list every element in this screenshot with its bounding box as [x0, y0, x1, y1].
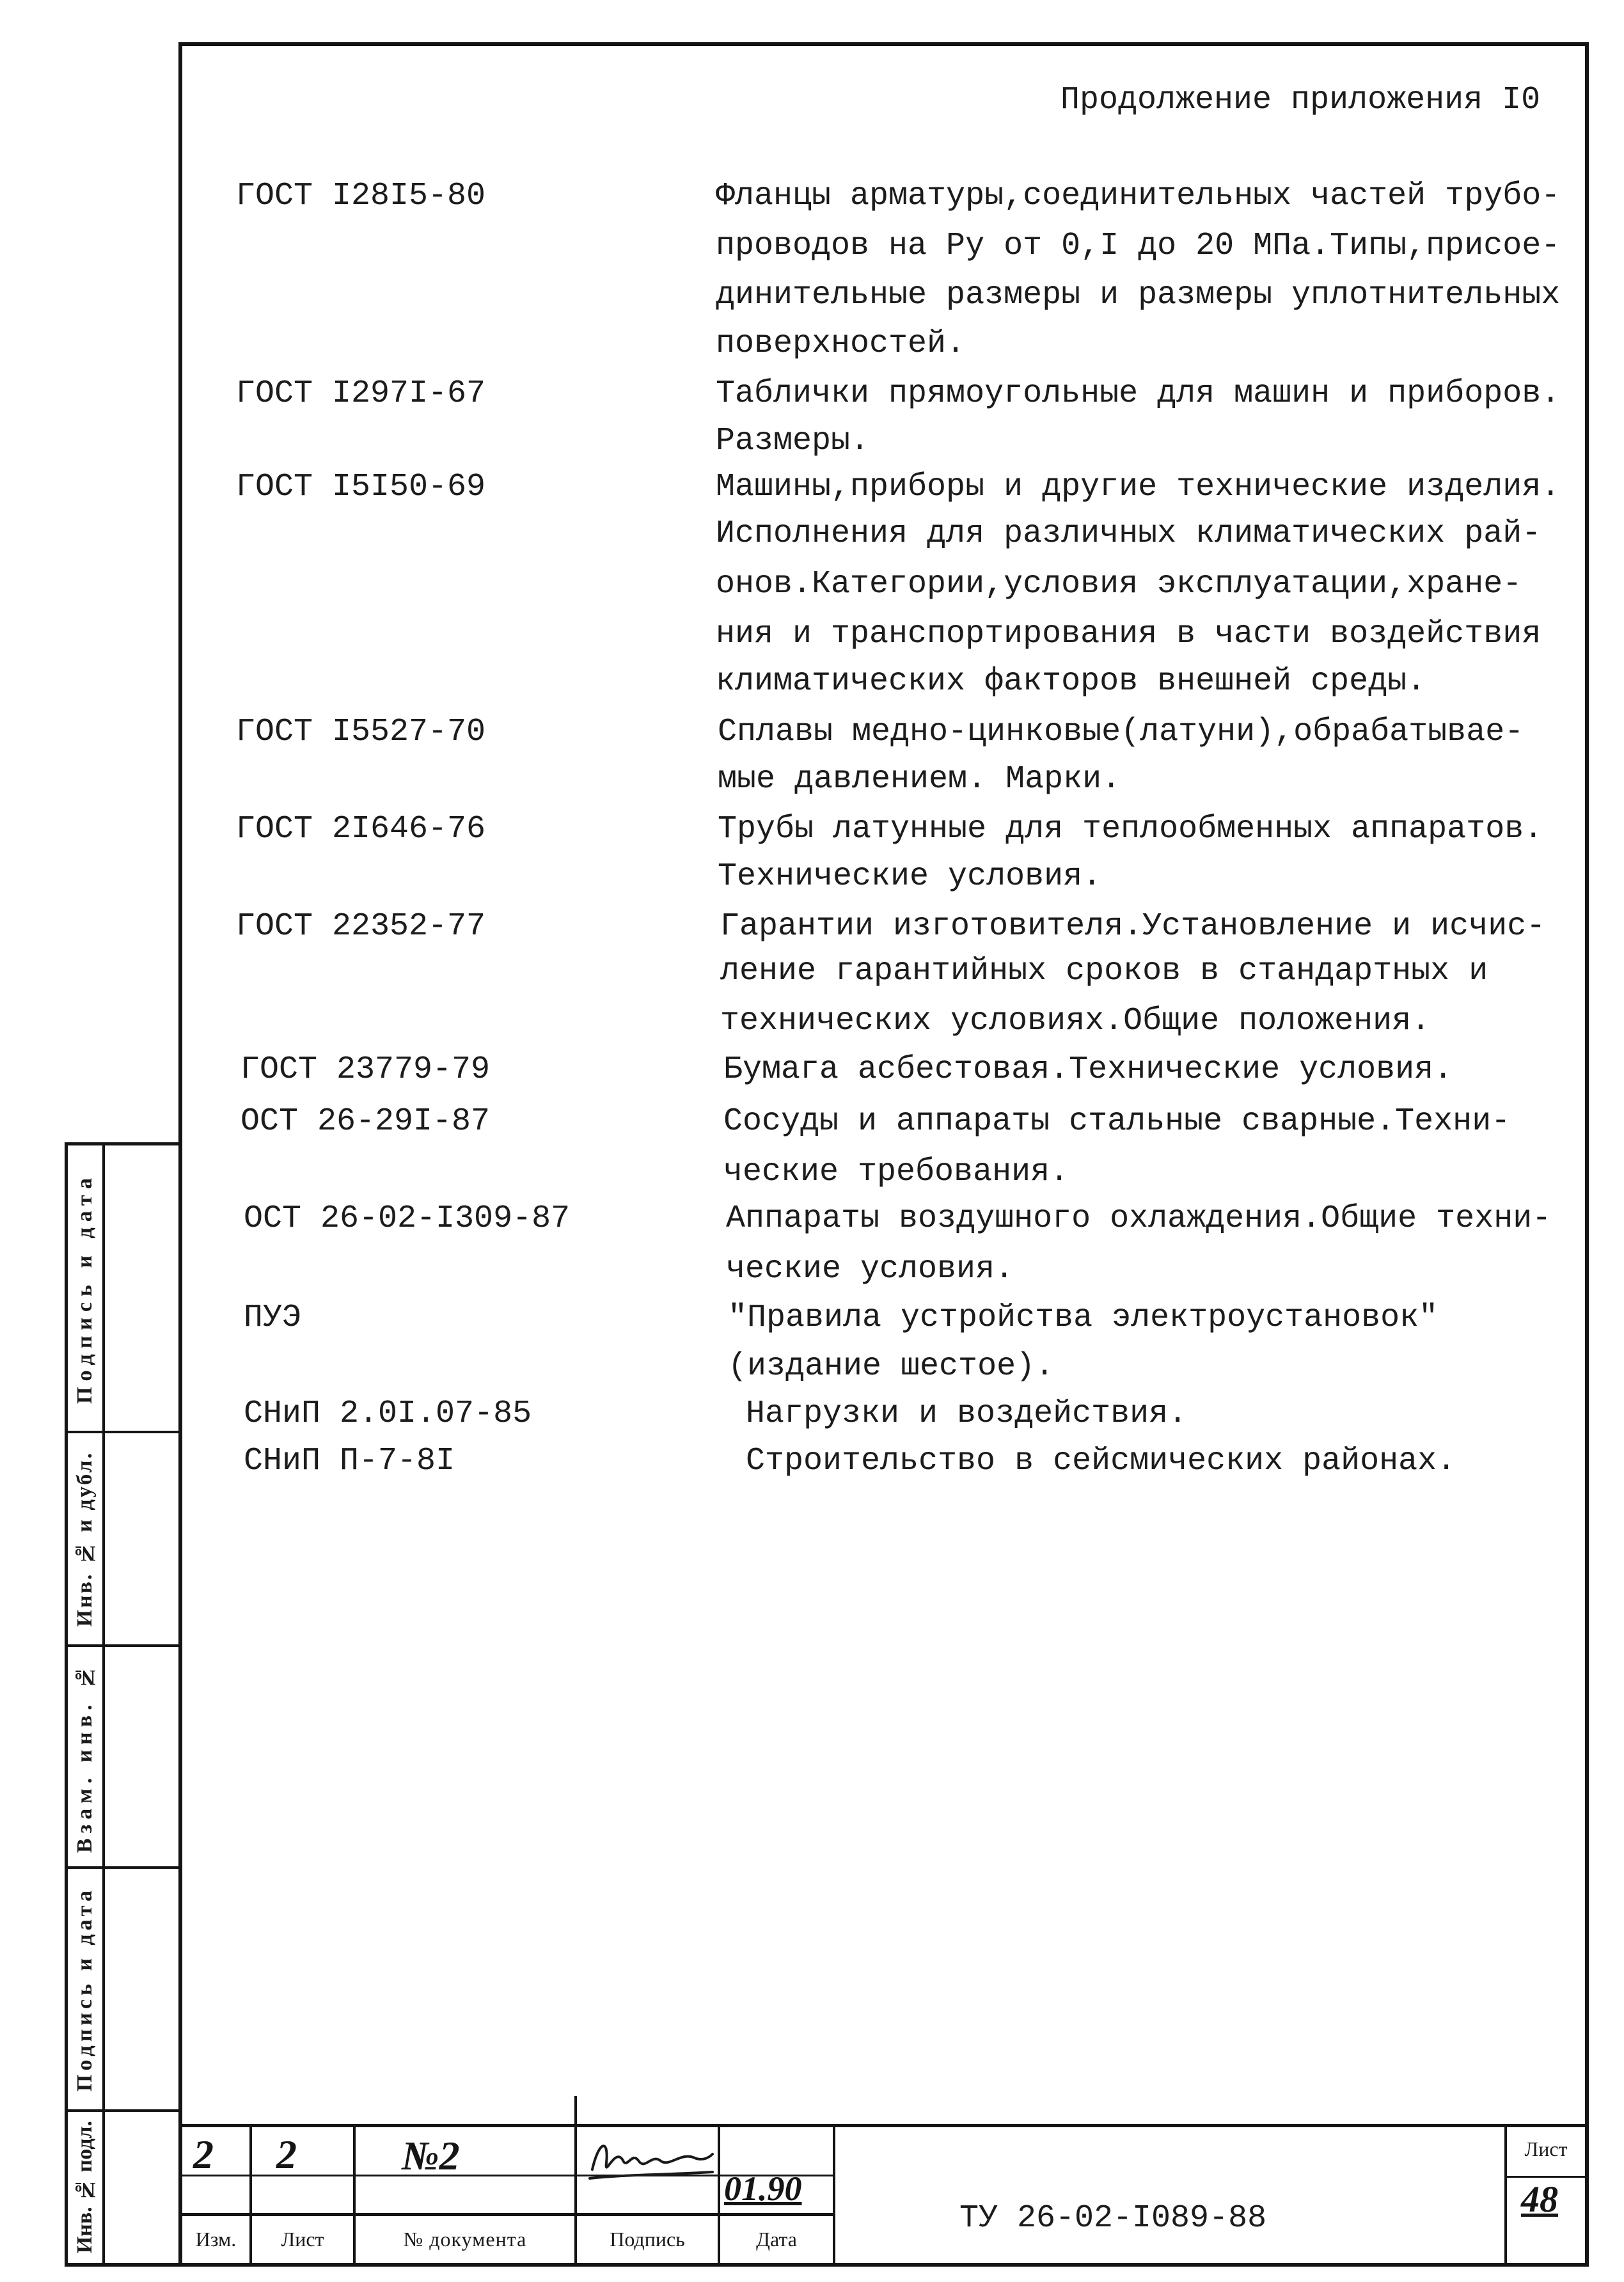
reference-description-line: Размеры. — [716, 423, 870, 459]
side-stamp-cell-signature-date — [68, 1145, 102, 1431]
side-stamp-column-divider — [102, 1142, 105, 2267]
reference-description-line: технических условиях.Общие положения. — [720, 1003, 1431, 1039]
side-stamp-cell-signature-date-2 — [68, 1869, 102, 2109]
reference-description-line: (издание шестое). — [728, 1348, 1055, 1385]
reference-description-line: Технические условия. — [718, 858, 1102, 895]
revision-number: 2 — [193, 2132, 214, 2177]
frame-bottom-line — [65, 2263, 1589, 2267]
reference-code: СНиП 2.0I.07-85 — [244, 1396, 532, 1432]
reference-description-line: Гарантии изготовителя.Установление и исчис- — [720, 908, 1546, 945]
frame-top-line — [180, 42, 1589, 46]
title-block-column-line — [833, 2124, 835, 2265]
reference-description-line: Исполнения для различных климатических рай- — [716, 515, 1541, 552]
sheet-number: 48 — [1521, 2178, 1558, 2220]
reference-description-line: Машины,приборы и другие технические изделия. — [716, 469, 1561, 505]
reference-description-line: Аппараты воздушного охлаждения.Общие техни- — [726, 1200, 1552, 1237]
sheet-box-divider — [1504, 2176, 1587, 2178]
reference-description-line: Строительство в сейсмических районах. — [746, 1443, 1456, 1479]
side-stamp-label: Инв. № и дубл. — [73, 1451, 97, 1627]
revision-document-number: №2 — [402, 2133, 460, 2178]
sheet-box-label: Лист — [1524, 2137, 1568, 2160]
side-stamp-cell-replaced-inventory — [68, 1647, 102, 1866]
reference-description-line: ния и транспортирования в части воздействия — [716, 616, 1541, 652]
revision-sheet-number: 2 — [276, 2132, 297, 2177]
reference-code: ГОСТ I5527-70 — [236, 714, 486, 750]
frame-right-line — [1585, 42, 1589, 2267]
revision-date: 01.90 — [724, 2169, 802, 2208]
reference-description-line: Фланцы арматуры,соединительных частей трубо- — [716, 178, 1561, 214]
reference-description-line: ческие условия. — [726, 1251, 1014, 1287]
reference-description-line: Таблички прямоугольные для машин и приборов. — [716, 375, 1561, 412]
side-stamp-label: Подпись и дата — [73, 1172, 97, 1404]
reference-code: СНиП П-7-8I — [244, 1443, 455, 1479]
title-block-header-date: Дата — [756, 2227, 797, 2251]
reference-description-line: Сосуды и аппараты стальные сварные.Техни- — [723, 1103, 1511, 1140]
title-block-header-sheet: Лист — [281, 2227, 324, 2251]
title-block-header-rev: Изм. — [195, 2227, 237, 2251]
frame-left-line — [178, 42, 182, 2267]
continuation-header: Продолжение приложения I0 — [1060, 82, 1541, 118]
reference-description-line: "Правила устройства электроустановок" — [728, 1300, 1439, 1336]
reference-description-line: ление гарантийных сроков в стандартных и — [720, 953, 1488, 989]
side-stamp-cell-dup-inventory — [68, 1433, 102, 1644]
reference-description-line: Трубы латунные для теплообменных аппаратов. — [718, 811, 1543, 847]
reference-code: ПУЭ — [244, 1300, 302, 1336]
reference-description-line: динительные размеры и размеры уплотнительных — [716, 277, 1561, 313]
reference-code: ГОСТ 22352-77 — [236, 908, 486, 945]
document-designation: ТУ 26-02-I089-88 — [959, 2200, 1267, 2237]
side-stamp-label: Подпись и дата — [73, 1887, 97, 2091]
reference-description-line: климатических факторов внешней среды. — [716, 663, 1426, 700]
title-block-header-signature: Подпись — [610, 2227, 685, 2251]
reference-description-line: Сплавы медно-цинковые(латуни),обрабатывае- — [718, 714, 1524, 750]
title-block-top-line — [180, 2124, 1587, 2127]
reference-code: ГОСТ 2I646-76 — [236, 811, 486, 847]
reference-code: ГОСТ I297I-67 — [236, 375, 486, 412]
reference-description-line: Нагрузки и воздействия. — [746, 1396, 1188, 1432]
reference-code: ГОСТ I5I50-69 — [236, 469, 486, 505]
reference-description-line: онов.Категории,условия эксплуатации,хране- — [716, 566, 1522, 602]
handwritten-signature — [587, 2132, 715, 2185]
title-block-header-doc-no: № документа — [403, 2227, 527, 2251]
reference-description-line: мые давлением. Марки. — [718, 761, 1121, 798]
reference-code: ГОСТ I28I5-80 — [236, 178, 486, 214]
reference-description-line: проводов на Ру от 0,I до 20 МПа.Типы,присое- — [716, 228, 1561, 264]
reference-code: ОСТ 26-29I-87 — [240, 1103, 491, 1140]
reference-code: ОСТ 26-02-I309-87 — [244, 1200, 571, 1237]
reference-description-line: Бумага асбестовая.Технические условия. — [723, 1051, 1453, 1088]
reference-description-line: ческие требования. — [723, 1154, 1069, 1190]
side-stamp-label: Взам. инв. № — [73, 1660, 97, 1853]
reference-code: ГОСТ 23779-79 — [240, 1051, 491, 1088]
side-stamp-cell-original-inventory — [68, 2112, 102, 2263]
reference-description-line: поверхностей. — [716, 326, 966, 362]
side-stamp-label: Инв. № подл. — [73, 2121, 97, 2254]
